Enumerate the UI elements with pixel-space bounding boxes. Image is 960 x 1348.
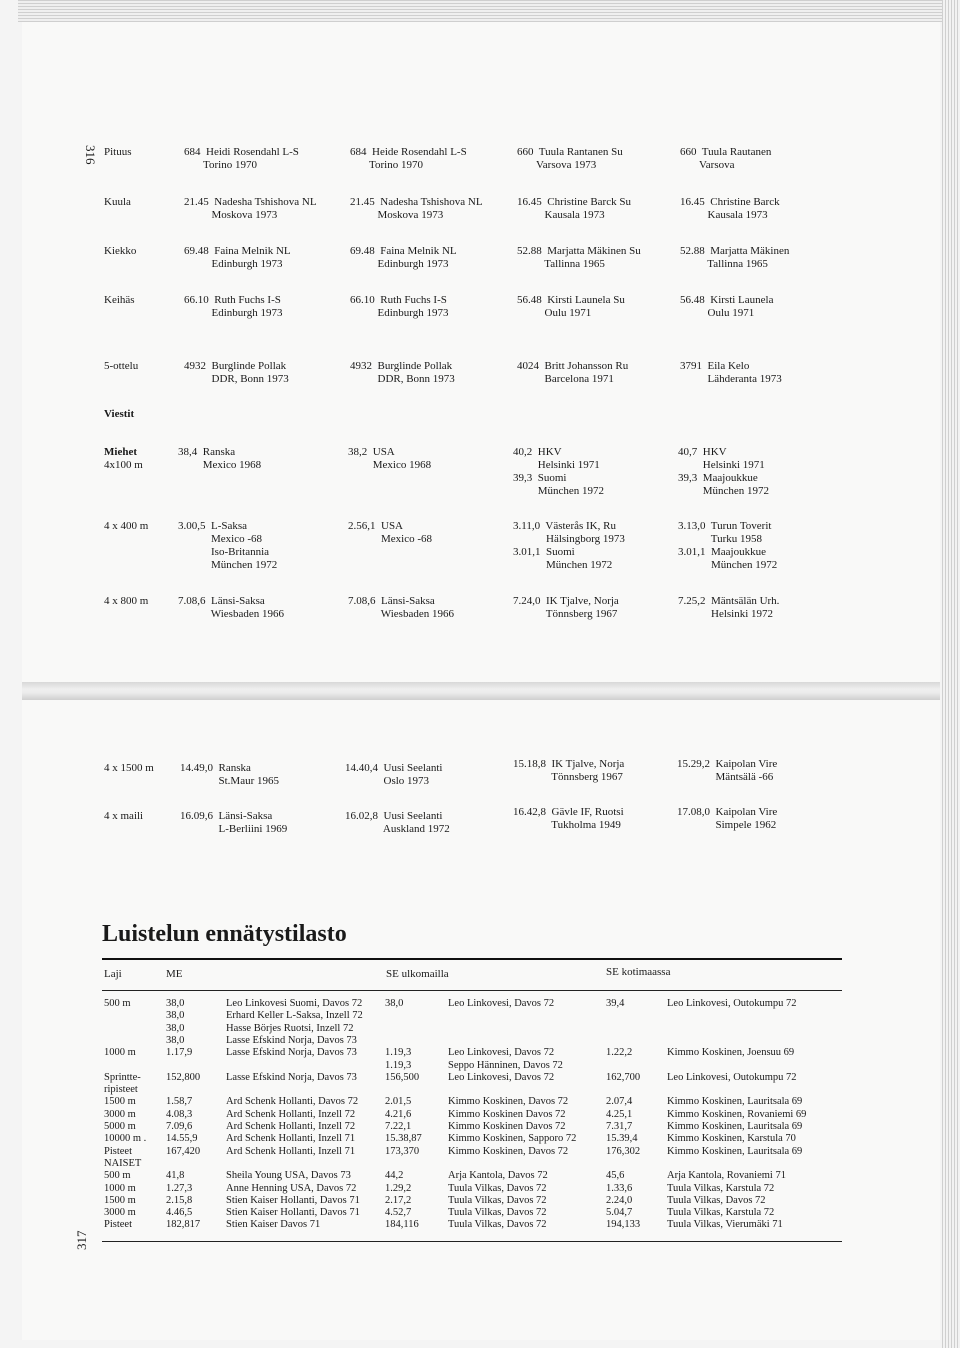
record-cell: 684 Heide Rosendahl L-S <box>350 146 467 158</box>
relay-cell: 3.01,1 Maajoukkue <box>678 546 766 558</box>
lower-page <box>22 700 940 1340</box>
section-title: Luistelun ennätystilasto <box>102 921 347 947</box>
skating-me-value: 14.55,9 <box>166 1133 198 1144</box>
relay-cell: 7.25,2 Mäntsälän Urh. <box>678 595 780 607</box>
skating-me-value: 7.09,6 <box>166 1121 193 1132</box>
record-cell: 660 Tuula Rantanen Su <box>517 146 623 158</box>
skating-me-value: 1.58,7 <box>166 1096 193 1107</box>
record-cell: Varsova <box>680 159 735 171</box>
skating-me-holder: Ard Schenk Hollanti, Inzell 71 <box>226 1133 356 1144</box>
record-cell: Tallinna 1965 <box>517 258 605 270</box>
skating-ulk-holder: Kimmo Koskinen, Sapporo 72 <box>448 1133 577 1144</box>
skating-me-value: 182,817 <box>166 1219 201 1230</box>
relay-cell: Simpele 1962 <box>677 819 777 831</box>
skating-ulk-value: 1.29,2 <box>385 1183 412 1194</box>
record-cell: 3791 Eila Kelo <box>680 360 750 372</box>
event-label: 4 x 800 m <box>104 595 149 607</box>
skating-laji: 500 m <box>104 998 131 1009</box>
skating-laji: 1500 m <box>104 1195 136 1206</box>
relay-cell: 39,3 Maajoukkue <box>678 472 758 484</box>
skating-laji: 3000 m <box>104 1109 136 1120</box>
skating-ulk-holder: Leo Linkovesi, Davos 72 <box>448 1072 555 1083</box>
record-cell: 56.48 Kirsti Launela Su <box>517 294 625 306</box>
skating-me-holder: Lasse Efskind Norja, Davos 73 <box>226 1035 357 1046</box>
relay-cell: 39,3 Suomi <box>513 472 567 484</box>
skating-laji: Pisteet <box>104 1146 132 1157</box>
relay-cell: 3.13,0 Turun Toverit <box>678 520 772 532</box>
record-cell: 4932 Burglinde Pollak <box>350 360 453 372</box>
skating-ulk-value: 184,116 <box>385 1219 419 1230</box>
event-label: 4 x 1500 m <box>104 762 154 774</box>
record-cell: Kausala 1973 <box>680 209 768 221</box>
record-cell: DDR, Bonn 1973 <box>350 373 455 385</box>
skating-kot-holder: Kimmo Koskinen, Lauritsala 69 <box>667 1096 803 1107</box>
record-cell: 684 Heidi Rosendahl L-S <box>184 146 299 158</box>
skating-laji: Pisteet <box>104 1219 132 1230</box>
relay-cell: Mäntsälä -66 <box>677 771 774 783</box>
skating-ulk-holder: Tuula Vilkas, Davos 72 <box>448 1219 547 1230</box>
event-label: Kuula <box>104 196 131 208</box>
relay-cell: Mexico -68 <box>348 533 433 545</box>
event-label: 4 x 400 m <box>104 520 149 532</box>
skating-laji: ripisteet <box>104 1084 138 1095</box>
skating-ulk-holder: Tuula Vilkas, Davos 72 <box>448 1183 547 1194</box>
relay-cell: 16.42,8 Gävle IF, Ruotsi <box>513 806 624 818</box>
section-label-viestit: Viestit <box>104 408 135 420</box>
skating-laji: 1000 m <box>104 1047 136 1058</box>
event-label: Kiekko <box>104 245 137 257</box>
skating-kot-holder: Leo Linkovesi, Outokumpu 72 <box>667 1072 797 1083</box>
record-cell: Varsova 1973 <box>517 159 597 171</box>
skating-me-holder: Ard Schenk Hollanti, Inzell 72 <box>226 1109 356 1120</box>
relay-cell: St.Maur 1965 <box>180 775 279 787</box>
page-stack-side <box>942 0 960 1348</box>
skating-me-holder: Leo Linkovesi Suomi, Davos 72 <box>226 998 363 1009</box>
skating-me-holder: Lasse Efskind Norja, Davos 73 <box>226 1072 357 1083</box>
page-number-top: 316 <box>83 145 98 165</box>
relay-cell: Iso-Britannia <box>178 546 270 558</box>
skating-laji: 500 m <box>104 1170 131 1181</box>
skating-ulk-value: 173,370 <box>385 1146 420 1157</box>
record-cell: Edinburgh 1973 <box>350 258 449 270</box>
skating-ulk-holder: Kimmo Koskinen Davos 72 <box>448 1109 566 1120</box>
skating-laji: 5000 m <box>104 1121 136 1132</box>
skating-me-value: 1.17,9 <box>166 1047 193 1058</box>
record-cell: Barcelona 1971 <box>517 373 614 385</box>
record-cell: Torino 1970 <box>350 159 423 171</box>
relay-cell: 7.08,6 Länsi-Saksa <box>178 595 265 607</box>
skating-ulk-value: 2.17,2 <box>385 1195 412 1206</box>
relay-cell: Oslo 1973 <box>345 775 430 787</box>
skating-kot-value: 162,700 <box>606 1072 641 1083</box>
skating-me-holder: Hasse Börjes Ruotsi, Inzell 72 <box>226 1023 354 1034</box>
skating-kot-value: 194,133 <box>606 1219 641 1230</box>
skating-laji: Sprintte- <box>104 1072 141 1083</box>
record-cell: 52.88 Marjatta Mäkinen Su <box>517 245 641 257</box>
skating-ulk-value: 15.38,87 <box>385 1133 422 1144</box>
record-cell: Tallinna 1965 <box>680 258 768 270</box>
skating-laji: 1000 m <box>104 1183 136 1194</box>
relay-cell: München 1972 <box>678 485 770 497</box>
record-cell: Kausala 1973 <box>517 209 605 221</box>
relay-cell: Mexico 1968 <box>348 459 432 471</box>
relay-cell: Helsinki 1971 <box>513 459 600 471</box>
skating-ulk-value: 1.19,3 <box>385 1060 412 1071</box>
skating-me-value: 1.27,3 <box>166 1183 193 1194</box>
skating-kot-value: 176,302 <box>606 1146 641 1157</box>
skating-laji: 3000 m <box>104 1207 136 1218</box>
skating-kot-value: 4.25,1 <box>606 1109 633 1120</box>
skating-ulk-value: 156,500 <box>385 1072 420 1083</box>
relay-cell: 40,7 HKV <box>678 446 727 458</box>
col-header-laji: Laji <box>104 968 122 980</box>
event-label: Keihäs <box>104 294 135 306</box>
skating-ulk-value: 4.21,6 <box>385 1109 412 1120</box>
skating-me-holder: Lasse Efskind Norja, Davos 73 <box>226 1047 357 1058</box>
relay-cell: Auskland 1972 <box>345 823 450 835</box>
relay-cell: 3.11,0 Västerås IK, Ru <box>513 520 616 532</box>
record-cell: Moskova 1973 <box>350 209 444 221</box>
relay-cell: Wiesbaden 1966 <box>348 608 454 620</box>
skating-ulk-value: 4.52,7 <box>385 1207 412 1218</box>
relay-cell: L-Berliini 1969 <box>180 823 288 835</box>
record-cell: 66.10 Ruth Fuchs I-S <box>184 294 281 306</box>
skating-ulk-value: 7.22,1 <box>385 1121 412 1132</box>
skating-ulk-holder: Kimmo Koskinen, Davos 72 <box>448 1096 569 1107</box>
record-cell: 21.45 Nadesha Tshishova NL <box>184 196 317 208</box>
event-label: Pituus <box>104 146 132 158</box>
skating-kot-value: 39,4 <box>606 998 625 1009</box>
record-cell: Lähderanta 1973 <box>680 373 782 385</box>
relay-cell: München 1972 <box>178 559 278 571</box>
skating-kot-value: 2.07,4 <box>606 1096 633 1107</box>
skating-kot-value: 2.24,0 <box>606 1195 633 1206</box>
record-cell: Edinburgh 1973 <box>184 307 283 319</box>
skating-kot-value: 7.31,7 <box>606 1121 633 1132</box>
skating-me-holder: Stien Kaiser Davos 71 <box>226 1219 321 1230</box>
skating-me-value: 167,420 <box>166 1146 201 1157</box>
relay-cell: 38,4 Ranska <box>178 446 236 458</box>
skating-ulk-value: 2.01,5 <box>385 1096 412 1107</box>
header-rule <box>102 990 842 991</box>
book-gutter <box>22 682 940 700</box>
skating-ulk-holder: Kimmo Koskinen, Davos 72 <box>448 1146 569 1157</box>
skating-me-holder: Anne Henning USA, Davos 72 <box>226 1183 357 1194</box>
record-cell: 69.48 Faina Melnik NL <box>350 245 457 257</box>
record-cell: 4932 Burglinde Pollak <box>184 360 287 372</box>
skating-ulk-holder: Tuula Vilkas, Davos 72 <box>448 1195 547 1206</box>
record-cell: Oulu 1971 <box>680 307 755 319</box>
skating-kot-value: 15.39,4 <box>606 1133 638 1144</box>
skating-kot-value: 1.22,2 <box>606 1047 633 1058</box>
page-stack-edge <box>18 0 943 22</box>
record-cell: 660 Tuula Rautanen <box>680 146 772 158</box>
skating-me-value: 38,0 <box>166 1023 185 1034</box>
record-cell: DDR, Bonn 1973 <box>184 373 289 385</box>
col-header-se-kotimaassa: SE kotimaassa <box>606 966 671 978</box>
relay-cell: Helsinki 1972 <box>678 608 774 620</box>
skating-me-holder: Ard Schenk Hollanti, Inzell 72 <box>226 1121 356 1132</box>
relay-cell: Tönnsberg 1967 <box>513 771 623 783</box>
relay-cell: München 1972 <box>513 559 613 571</box>
record-cell: Edinburgh 1973 <box>350 307 449 319</box>
relay-cell: München 1972 <box>678 559 778 571</box>
skating-kot-holder: Kimmo Koskinen, Lauritsala 69 <box>667 1146 803 1157</box>
record-cell: Oulu 1971 <box>517 307 592 319</box>
skating-kot-holder: Kimmo Koskinen, Rovaniemi 69 <box>667 1109 807 1120</box>
relay-cell: 14.49,0 Ranska <box>180 762 251 774</box>
skating-me-holder: Ard Schenk Hollanti, Inzell 71 <box>226 1146 356 1157</box>
skating-kot-holder: Tuula Vilkas, Davos 72 <box>667 1195 766 1206</box>
record-cell: Torino 1970 <box>184 159 257 171</box>
event-label: Miehet <box>104 446 137 458</box>
skating-kot-value: 1.33,6 <box>606 1183 633 1194</box>
relay-cell: 16.02,8 Uusi Seelanti <box>345 810 443 822</box>
upper-page <box>22 22 940 682</box>
relay-cell: Mexico -68 <box>178 533 263 545</box>
relay-cell: 7.24,0 IK Tjalve, Norja <box>513 595 619 607</box>
skating-ulk-holder: Leo Linkovesi, Davos 72 <box>448 1047 555 1058</box>
relay-cell: München 1972 <box>513 485 605 497</box>
record-cell: 16.45 Christine Barck <box>680 196 780 208</box>
skating-me-value: 41,8 <box>166 1170 185 1181</box>
event-label: 4x100 m <box>104 459 143 471</box>
skating-kot-holder: Kimmo Koskinen, Lauritsala 69 <box>667 1121 803 1132</box>
record-cell: 21.45 Nadesha Tshishova NL <box>350 196 483 208</box>
skating-me-value: 38,0 <box>166 1035 185 1046</box>
skating-kot-value: 45,6 <box>606 1170 625 1181</box>
event-label: 4 x maili <box>104 810 144 822</box>
skating-me-value: 38,0 <box>166 998 185 1009</box>
relay-cell: 16.09,6 Länsi-Saksa <box>180 810 273 822</box>
skating-laji: 10000 m . <box>104 1133 147 1144</box>
skating-kot-value: 5.04,7 <box>606 1207 633 1218</box>
skating-me-value: 4.08,3 <box>166 1109 193 1120</box>
skating-kot-holder: Tuula Vilkas, Vierumäki 71 <box>667 1219 783 1230</box>
event-label: 5-ottelu <box>104 360 139 372</box>
relay-cell: Helsinki 1971 <box>678 459 765 471</box>
skating-kot-holder: Leo Linkovesi, Outokumpu 72 <box>667 998 797 1009</box>
skating-ulk-holder: Tuula Vilkas, Davos 72 <box>448 1207 547 1218</box>
relay-cell: Tönnsberg 1967 <box>513 608 618 620</box>
col-header-me: ME <box>166 968 183 980</box>
skating-ulk-value: 44,2 <box>385 1170 404 1181</box>
relay-cell: 17.08,0 Kaipolan Vire <box>677 806 778 818</box>
page-number-bottom: 317 <box>74 1230 89 1250</box>
skating-ulk-value: 1.19,3 <box>385 1047 412 1058</box>
record-cell: Moskova 1973 <box>184 209 278 221</box>
relay-cell: 2.56,1 USA <box>348 520 404 532</box>
skating-kot-holder: Kimmo Koskinen, Karstula 70 <box>667 1133 796 1144</box>
relay-cell: Mexico 1968 <box>178 459 262 471</box>
bottom-rule <box>102 1241 842 1242</box>
skating-me-value: 2.15,8 <box>166 1195 193 1206</box>
skating-me-holder: Stien Kaiser Hollanti, Davos 71 <box>226 1195 360 1206</box>
relay-cell: 14.40,4 Uusi Seelanti <box>345 762 443 774</box>
record-cell: 66.10 Ruth Fuchs I-S <box>350 294 447 306</box>
relay-cell: Turku 1958 <box>678 533 763 545</box>
skating-laji: 1500 m <box>104 1096 136 1107</box>
skating-ulk-value: 38,0 <box>385 998 404 1009</box>
skating-ulk-holder: Seppo Hänninen, Davos 72 <box>448 1060 563 1071</box>
skating-kot-holder: Tuula Vilkas, Karstula 72 <box>667 1207 775 1218</box>
relay-cell: 15.18,8 IK Tjalve, Norja <box>513 758 625 770</box>
skating-kot-holder: Tuula Vilkas, Karstula 72 <box>667 1183 775 1194</box>
relay-cell: Wiesbaden 1966 <box>178 608 284 620</box>
skating-kot-holder: Arja Kantola, Rovaniemi 71 <box>667 1170 786 1181</box>
relay-cell: Hälsingborg 1973 <box>513 533 625 545</box>
skating-me-holder: Ard Schenk Hollanti, Davos 72 <box>226 1096 359 1107</box>
skating-laji: NAISET <box>104 1158 142 1169</box>
skating-ulk-holder: Kimmo Koskinen Davos 72 <box>448 1121 566 1132</box>
skating-me-value: 4.46,5 <box>166 1207 193 1218</box>
record-cell: 56.48 Kirsti Launela <box>680 294 774 306</box>
relay-cell: Tukholma 1949 <box>513 819 621 831</box>
record-cell: 69.48 Faina Melnik NL <box>184 245 291 257</box>
relay-cell: 15.29,2 Kaipolan Vire <box>677 758 778 770</box>
skating-me-value: 152,800 <box>166 1072 201 1083</box>
col-header-se-ulkomailla: SE ulkomailla <box>386 968 449 980</box>
record-cell: 16.45 Christine Barck Su <box>517 196 631 208</box>
relay-cell: 40,2 HKV <box>513 446 562 458</box>
skating-ulk-holder: Arja Kantola, Davos 72 <box>448 1170 548 1181</box>
title-rule <box>102 958 842 960</box>
relay-cell: 7.08,6 Länsi-Saksa <box>348 595 435 607</box>
skating-kot-holder: Kimmo Koskinen, Joensuu 69 <box>667 1047 795 1058</box>
record-cell: 52.88 Marjatta Mäkinen <box>680 245 790 257</box>
skating-ulk-holder: Leo Linkovesi, Davos 72 <box>448 998 555 1009</box>
record-cell: 4024 Britt Johansson Ru <box>517 360 629 372</box>
relay-cell: 38,2 USA <box>348 446 395 458</box>
record-cell: Edinburgh 1973 <box>184 258 283 270</box>
relay-cell: 3.00,5 L-Saksa <box>178 520 248 532</box>
relay-cell: 3.01,1 Suomi <box>513 546 575 558</box>
skating-me-value: 38,0 <box>166 1010 185 1021</box>
skating-me-holder: Erhard Keller L-Saksa, Inzell 72 <box>226 1010 363 1021</box>
skating-me-holder: Stien Kaiser Hollanti, Davos 71 <box>226 1207 360 1218</box>
skating-me-holder: Sheila Young USA, Davos 73 <box>226 1170 351 1181</box>
